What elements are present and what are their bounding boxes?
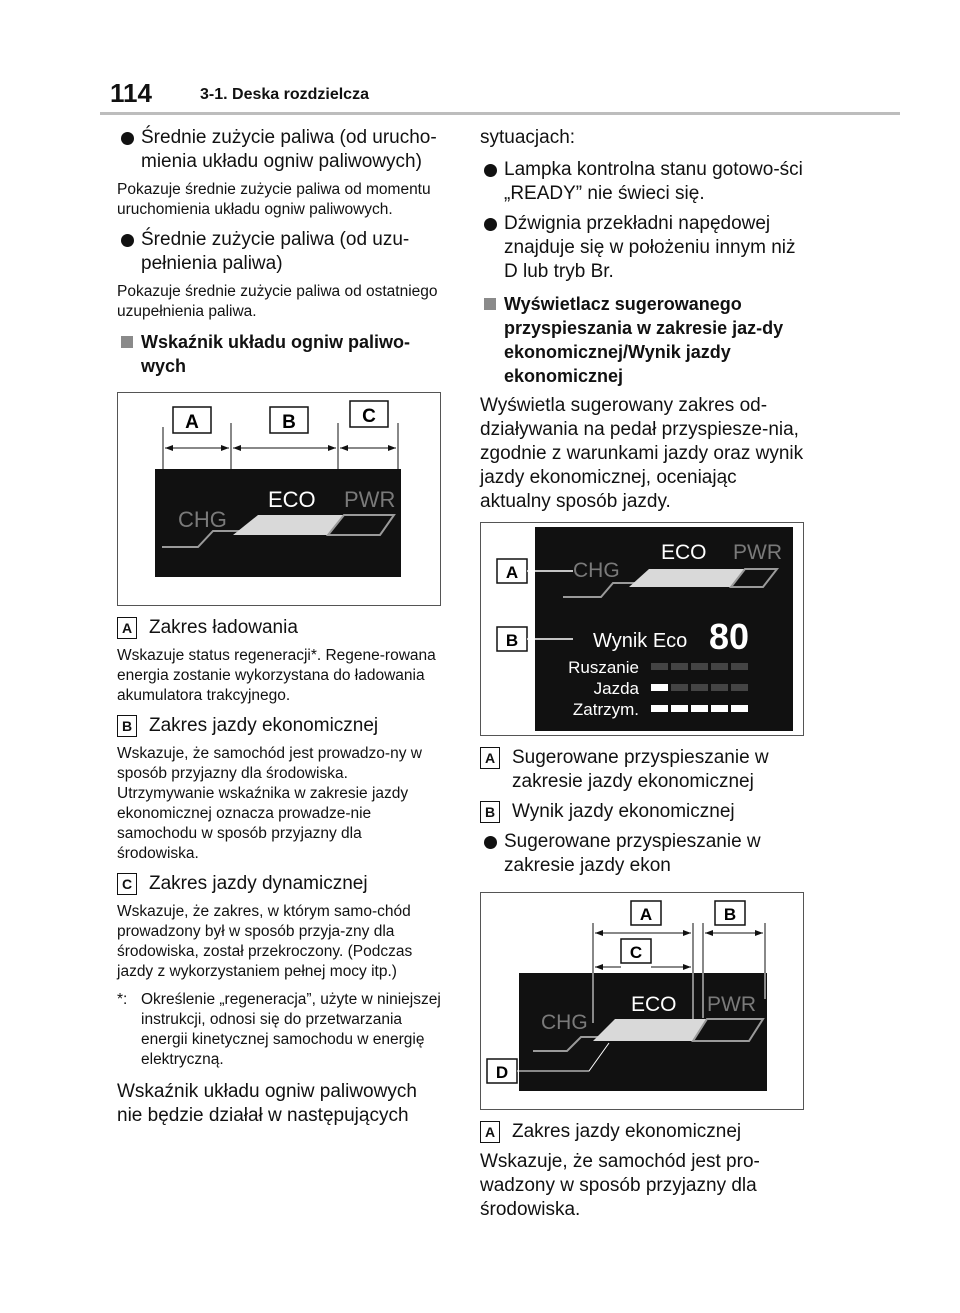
paragraph: Wskazuje, że samochód jest pro-wadzony w sposób przyjazny dla środowiska. <box>480 1151 760 1220</box>
label-eco-range <box>480 1120 810 1144</box>
eco-level-segment <box>691 705 708 712</box>
label-eco: ECO <box>661 541 707 564</box>
label-suggested-accel <box>480 746 810 794</box>
eco-level-segment <box>691 684 708 691</box>
label-chg: CHG <box>573 559 620 582</box>
bullet-shift-position: Dźwignia przekładni napędowej znajduje się w położeniu innym niż D lub tryb Br. <box>480 212 810 284</box>
key-a: A <box>480 747 500 769</box>
bullet-avg-since-refuel: Średnie zużycie paliwa (od uzu-pełnienia paliwa) <box>117 228 447 276</box>
bullet-ready-off: Lampka kontrolna stanu gotowo-ści „READY” nie świeci się. <box>480 158 810 206</box>
paragraph: sytuacjach: <box>480 127 576 148</box>
label-pwr: PWR <box>344 487 396 512</box>
label-eco: ECO <box>631 993 677 1016</box>
footnote <box>117 990 447 1070</box>
label-pwr: PWR <box>707 993 756 1016</box>
eco-level-segment <box>711 684 728 691</box>
bullet-avg-since-start: Średnie zużycie paliwa (od urucho-mienia układu ogniw paliwowych) <box>117 126 447 174</box>
eco-level-segment <box>651 705 668 712</box>
paragraph: Wskaźnik układu ogniw paliwowych nie będzie działał w następujących <box>117 1081 417 1126</box>
key-b: B <box>117 715 137 737</box>
section-title: 3-1. Deska rozdzielcza <box>200 86 369 103</box>
label-text: Wynik jazdy ekonomicznej <box>512 801 735 822</box>
eco-level-segment <box>671 684 688 691</box>
label-text: Zakres ładowania <box>149 617 298 638</box>
eco-level-segment <box>671 705 688 712</box>
label-eco-score <box>480 800 810 824</box>
label-text: Zakres jazdy dynamicznej <box>149 873 368 894</box>
footnote-text: Określenie „regeneracja”, użyte w niniejszej instrukcji, odnosi się do przetwarzania energii kinetycznej samochodu w energię elektryczną. <box>141 991 441 1068</box>
callout-b: B <box>282 412 296 433</box>
figure-eco-score <box>480 522 804 736</box>
label-desc: Wskazuje status regeneracji*. Regene-rowana energia zostanie wykorzystana do ładowania akumulatora trakcyjnego. <box>117 647 436 704</box>
eco-level-segment <box>651 663 668 670</box>
header-rule <box>100 112 900 115</box>
eco-level-segment <box>671 663 688 670</box>
eco-level-segment <box>711 663 728 670</box>
callout-c: C <box>629 943 643 962</box>
callout-a: A <box>185 412 199 433</box>
eco-level-segment <box>711 705 728 712</box>
callout-b: B <box>723 905 737 924</box>
heading-fuel-cell-indicator: Wskaźnik układu ogniw paliwo-wych <box>117 330 447 378</box>
label-chg: CHG <box>178 507 227 532</box>
label-eco: ECO <box>268 487 316 512</box>
eco-level-segment <box>731 705 748 712</box>
label-text: Zakres jazdy ekonomicznej <box>512 1121 742 1142</box>
heading-eco-display: Wyświetlacz sugerowanego przyspieszania w zakresie jaz-dy ekonomicznej/Wynik jazdy ekonomicznej <box>480 292 810 388</box>
paragraph: Wyświetla sugerowany zakres od-działywania na pedał przyspiesze-nia, zgodnie z warunkami jazdy oraz wynik jazdy ekonomicznej, oceniając aktualny sposób jazdy. <box>480 395 804 512</box>
right-column <box>480 126 810 1230</box>
bullet-desc: Pokazuje średnie zużycie paliwa od momentu uruchomienia układu ogniw paliwowych. <box>117 181 431 218</box>
label-pwr: PWR <box>733 541 782 564</box>
key-a: A <box>117 617 137 639</box>
callout-b: B <box>505 631 519 650</box>
label-chg: CHG <box>541 1011 588 1034</box>
row-label-start: Ruszanie <box>568 658 639 677</box>
callout-a: A <box>505 563 519 582</box>
page-number: 114 <box>110 78 152 108</box>
row-label-drive: Jazda <box>593 679 639 698</box>
bullet-desc: Pokazuje średnie zużycie paliwa od ostatniego uzupełnienia paliwa. <box>117 283 438 320</box>
figure-eco-range <box>480 892 804 1110</box>
eco-score-label: Wynik Eco <box>593 630 688 652</box>
callout-a: A <box>639 905 653 924</box>
footnote-mark: *: <box>117 991 128 1008</box>
row-label-stop: Zatrzym. <box>572 700 639 719</box>
label-eco-range <box>117 714 447 738</box>
label-power-range <box>117 872 447 896</box>
eco-level-segment <box>731 663 748 670</box>
eco-level-segment <box>691 663 708 670</box>
key-a: A <box>480 1121 500 1143</box>
callout-c: C <box>362 406 376 427</box>
eco-level-segment <box>731 684 748 691</box>
label-text: Sugerowane przyspieszanie w zakresie jazdy ekonomicznej <box>512 747 769 792</box>
label-text: Zakres jazdy ekonomicznej <box>149 715 379 736</box>
key-b: B <box>480 801 500 823</box>
callout-d: D <box>495 1063 509 1082</box>
left-column <box>117 126 447 1136</box>
key-c: C <box>117 873 137 895</box>
eco-score-value: 80 <box>709 616 750 657</box>
eco-level-segment <box>651 684 668 691</box>
label-desc: Wskazuje, że samochód jest prowadzo-ny w sposób przyjazny dla środowiska. Utrzymywanie wskaźnika w zakresie jazdy ekonomicznej oznacza prowadze-nie samochodu w sposób przyjazny dla środowiska. <box>117 745 422 862</box>
eco-zone-bar <box>629 569 745 587</box>
figure-fuel-cell-indicator <box>117 392 441 606</box>
label-charge-range <box>117 616 447 640</box>
label-desc: Wskazuje, że zakres, w którym samo-chód prowadzony był w sposób przyja-zny dla środowiska, został przekroczony. (Podczas jazdy z wykorzystaniem pełnej mocy itp.) <box>117 903 413 980</box>
bullet-suggested-accel: Sugerowane przyspieszanie w zakresie jazdy ekon <box>480 830 810 878</box>
